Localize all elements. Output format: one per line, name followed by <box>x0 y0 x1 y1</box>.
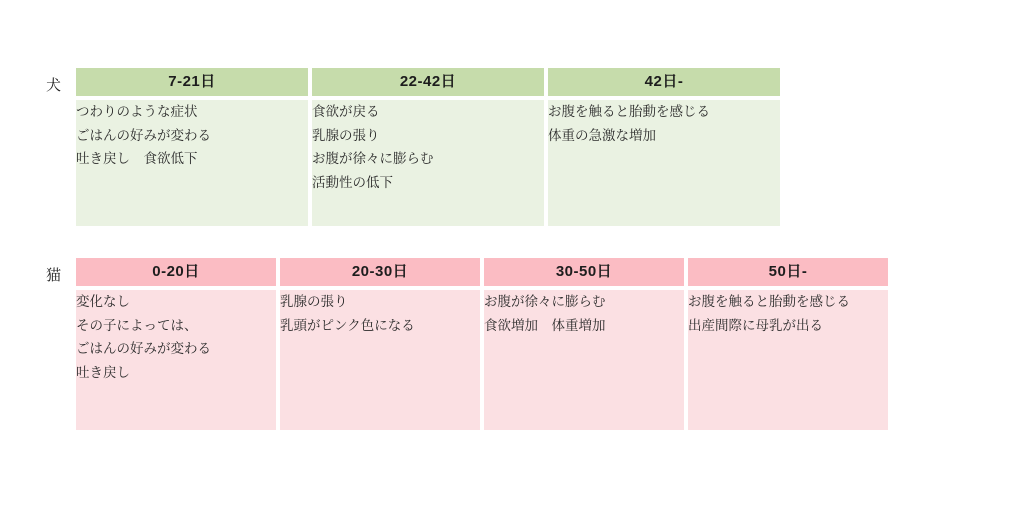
cat-body-cell-4 <box>688 290 888 430</box>
cat-header-cell-4: 50日- <box>688 258 888 286</box>
cat-cell-1-line-3: ごはんの好みが変わる <box>76 341 211 357</box>
dog-header-cell-1: 7-21日 <box>76 68 308 96</box>
dog-row-label: 犬 <box>46 77 62 94</box>
cat-body-cell-2 <box>280 290 480 430</box>
cat-cell-1-line-2: その子によっては、 <box>76 317 198 333</box>
cat-header-row <box>76 258 888 286</box>
cat-header-cell-3: 30-50日 <box>484 258 684 286</box>
cat-cell-1-line-4: 吐き戻し <box>76 364 130 380</box>
cat-body-cell-1 <box>76 290 276 430</box>
dog-cell-2-line-3: お腹が徐々に膨らむ <box>312 151 434 167</box>
cat-row-label: 猫 <box>46 267 62 284</box>
dog-header-row <box>76 68 780 96</box>
cat-body-cell-3 <box>484 290 684 430</box>
dog-cell-1-line-1: つわりのような症状 <box>76 104 198 119</box>
dog-body-cell-2 <box>312 100 544 226</box>
dog-header-cell-3: 42日- <box>548 68 780 96</box>
dog-header-cell-2: 22-42日 <box>312 68 544 96</box>
cat-pregnancy-table-section <box>46 258 892 430</box>
dog-body-cell-1 <box>76 100 308 226</box>
cat-cell-1-line-1: 変化なし <box>76 294 130 309</box>
dog-cell-1-line-3: 吐き戻し 食欲低下 <box>76 151 198 167</box>
dog-cell-2-line-1: 食欲が戻る <box>312 104 380 119</box>
dog-cell-2-line-4: 活動性の低下 <box>312 174 393 190</box>
cat-cell-3-line-2: 食欲増加 体重増加 <box>484 317 606 333</box>
dog-body-cell-3 <box>548 100 780 226</box>
dog-body-row <box>76 100 780 226</box>
cat-cell-4-line-1: お腹を触ると胎動を感じる <box>688 294 850 309</box>
cat-header-cell-2: 20-30日 <box>280 258 480 286</box>
cat-pregnancy-table <box>72 258 892 430</box>
cat-body-row <box>76 290 888 430</box>
dog-pregnancy-table <box>72 68 784 226</box>
dog-pregnancy-table-section <box>46 68 784 226</box>
dog-cell-3-line-1: お腹を触ると胎動を感じる <box>548 104 710 119</box>
cat-cell-4-line-2: 出産間際に母乳が出る <box>688 317 823 333</box>
dog-cell-3-line-2: 体重の急激な増加 <box>548 127 656 143</box>
dog-cell-2-line-2: 乳腺の張り <box>312 127 380 143</box>
cat-cell-2-line-1: 乳腺の張り <box>280 294 348 309</box>
cat-header-cell-1: 0-20日 <box>76 258 276 286</box>
cat-cell-2-line-2: 乳頭がピンク色になる <box>280 317 415 333</box>
dog-cell-1-line-2: ごはんの好みが変わる <box>76 127 211 143</box>
cat-cell-3-line-1: お腹が徐々に膨らむ <box>484 294 606 309</box>
